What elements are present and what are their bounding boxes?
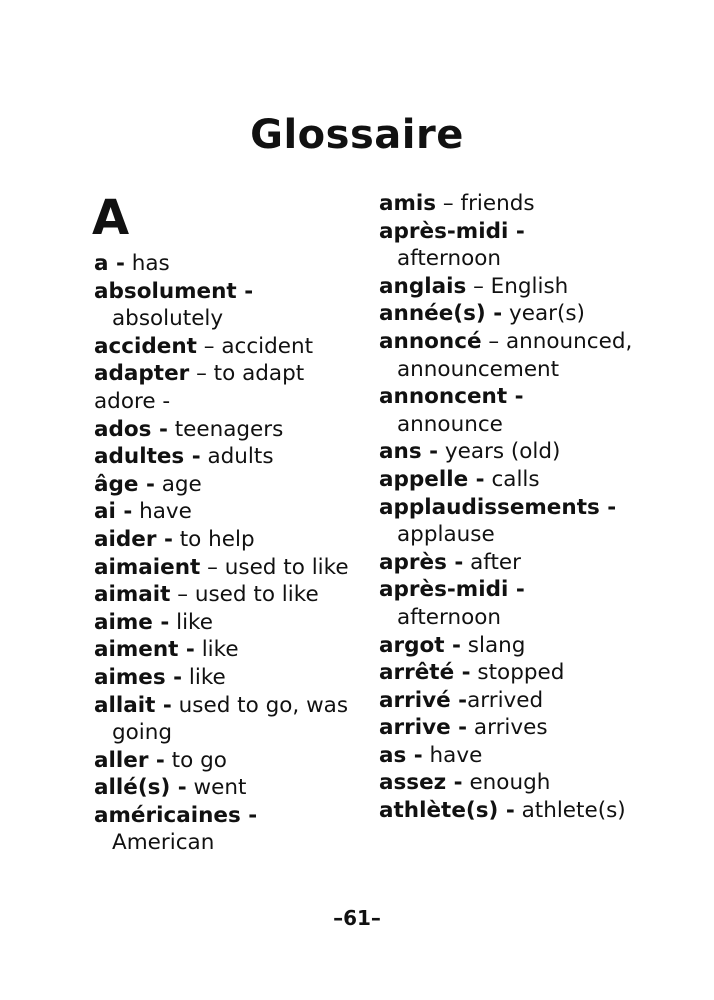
glossary-term: ans -: [379, 439, 439, 465]
glossary-definition: announce: [397, 411, 503, 437]
glossary-entry: [94, 250, 349, 278]
glossary-entry: [379, 218, 634, 273]
glossary-entry: [94, 609, 349, 637]
glossary-term: argot -: [379, 632, 461, 658]
glossary-term: après-midi -: [379, 577, 525, 603]
glossary-entry: [94, 388, 349, 416]
glossary-definition: like: [169, 609, 213, 635]
glossary-entry: [379, 742, 634, 770]
glossary-term: adultes -: [94, 444, 201, 470]
glossary-term: allé(s) -: [94, 775, 187, 801]
glossary-definition: to go: [164, 747, 227, 773]
glossary-definition: arrived: [467, 687, 544, 713]
glossary-entry: [379, 659, 634, 687]
glossary-term: âge -: [94, 471, 155, 497]
glossary-entry: [379, 714, 634, 742]
glossary-entry: [94, 526, 349, 554]
glossary-definition: have: [132, 499, 192, 525]
glossary-term: allait -: [94, 692, 172, 718]
glossary-definition: absolutely: [112, 306, 224, 332]
glossary-definition: teenagers: [167, 416, 284, 442]
glossary-term: annoncent -: [379, 384, 524, 410]
glossary-definition: adore -: [94, 388, 171, 414]
glossary-entry: [379, 328, 634, 383]
glossary-term: aller -: [94, 747, 165, 773]
page-number: –61–: [333, 906, 381, 930]
glossary-definition: applause: [397, 522, 495, 548]
glossary-term: applaudissements -: [379, 494, 617, 520]
page-title: Glossaire: [250, 112, 464, 158]
glossary-entry: [94, 333, 349, 361]
glossary-entry: [379, 494, 634, 549]
glossary-term: après-midi -: [379, 218, 525, 244]
glossary-definition: calls: [484, 466, 540, 492]
glossary-entry: [379, 190, 634, 218]
glossary-entry: [94, 774, 349, 802]
glossary-entry: [379, 273, 634, 301]
glossary-entry: [379, 797, 634, 825]
glossary-term: arrive -: [379, 715, 468, 741]
glossary-entry: [379, 576, 634, 631]
glossary-entry: [379, 549, 634, 577]
glossary-entry: [94, 278, 349, 333]
glossary-definition: like: [182, 664, 226, 690]
glossary-term: aimes -: [94, 664, 183, 690]
glossary-term: américaines -: [94, 802, 258, 828]
glossary-entry: [94, 498, 349, 526]
glossary-definition: have: [422, 742, 483, 768]
glossary-term: aime -: [94, 609, 170, 635]
glossary-column-right: [379, 190, 634, 825]
glossary-definition: went: [186, 775, 247, 801]
glossary-term: arrêté -: [379, 660, 471, 686]
glossary-definition: like: [194, 637, 239, 663]
glossary-term: aimait: [94, 582, 171, 608]
glossary-definition: afternoon: [397, 246, 502, 272]
glossary-term: accident: [94, 333, 197, 359]
glossary-term: anglais: [379, 273, 467, 299]
glossary-definition: year(s): [502, 301, 585, 327]
section-letter: A: [92, 190, 130, 246]
glossary-term: annoncé: [379, 328, 482, 354]
glossary-entry: [94, 664, 349, 692]
glossary-definition: slang: [460, 632, 526, 658]
glossary-term: athlète(s) -: [379, 798, 515, 824]
glossary-definition: arrives: [467, 715, 548, 741]
glossary-term: adapter: [94, 361, 190, 387]
glossary-term: aider -: [94, 526, 173, 552]
glossary-definition: American: [112, 830, 215, 856]
glossary-term: année(s) -: [379, 301, 503, 327]
glossary-entry: [379, 466, 634, 494]
glossary-entry: [379, 383, 634, 438]
glossary-definition: – used to like: [170, 582, 319, 608]
glossary-entry: [94, 747, 349, 775]
glossary-entry: [94, 581, 349, 609]
glossary-term: appelle -: [379, 466, 485, 492]
glossary-definition: stopped: [470, 660, 565, 686]
glossary-definition: years (old): [438, 439, 561, 465]
glossary-term: as -: [379, 742, 423, 768]
glossary-entry: [94, 692, 349, 747]
glossary-definition: age: [154, 471, 202, 497]
glossary-term: ados -: [94, 416, 168, 442]
glossary-entry: [94, 554, 349, 582]
glossary-term: après -: [379, 549, 464, 575]
glossary-definition: to help: [172, 526, 255, 552]
glossary-definition: athlete(s): [514, 798, 626, 824]
glossary-definition: – to adapt: [189, 361, 305, 387]
glossary-term: assez -: [379, 770, 463, 796]
glossary-definition: – announced, announcement: [397, 328, 633, 382]
glossary-entry: [379, 632, 634, 660]
glossary-term: amis: [379, 191, 437, 216]
glossary-definition: used to go, was going: [112, 692, 349, 746]
glossary-entry: [379, 769, 634, 797]
glossary-entry: [94, 802, 349, 857]
glossary-definition: – friends: [436, 191, 535, 216]
glossary-term: absolument -: [94, 278, 254, 304]
glossary-column-left: [94, 250, 349, 857]
glossary-definition: – English: [466, 273, 569, 299]
glossary-entry: [94, 416, 349, 444]
glossary-entry: [379, 300, 634, 328]
glossary-entry: [94, 636, 349, 664]
glossary-entry: [94, 471, 349, 499]
glossary-entry: [379, 687, 634, 715]
glossary-entry: [94, 360, 349, 388]
glossary-entry: [94, 443, 349, 471]
glossary-entry: [379, 438, 634, 466]
glossary-definition: – accident: [196, 333, 314, 359]
glossary-term: aiment -: [94, 637, 195, 663]
glossary-definition: – used to like: [200, 554, 349, 580]
glossary-term: ai -: [94, 499, 133, 525]
glossary-term: arrivé -: [379, 687, 468, 713]
glossary-definition: enough: [462, 770, 551, 796]
glossary-definition: has: [124, 251, 170, 276]
glossary-definition: afternoon: [397, 604, 502, 630]
glossary-definition: adults: [200, 444, 274, 470]
glossary-term: aimaient: [94, 554, 201, 580]
glossary-definition: after: [463, 549, 521, 575]
glossary-term: a -: [94, 251, 125, 276]
